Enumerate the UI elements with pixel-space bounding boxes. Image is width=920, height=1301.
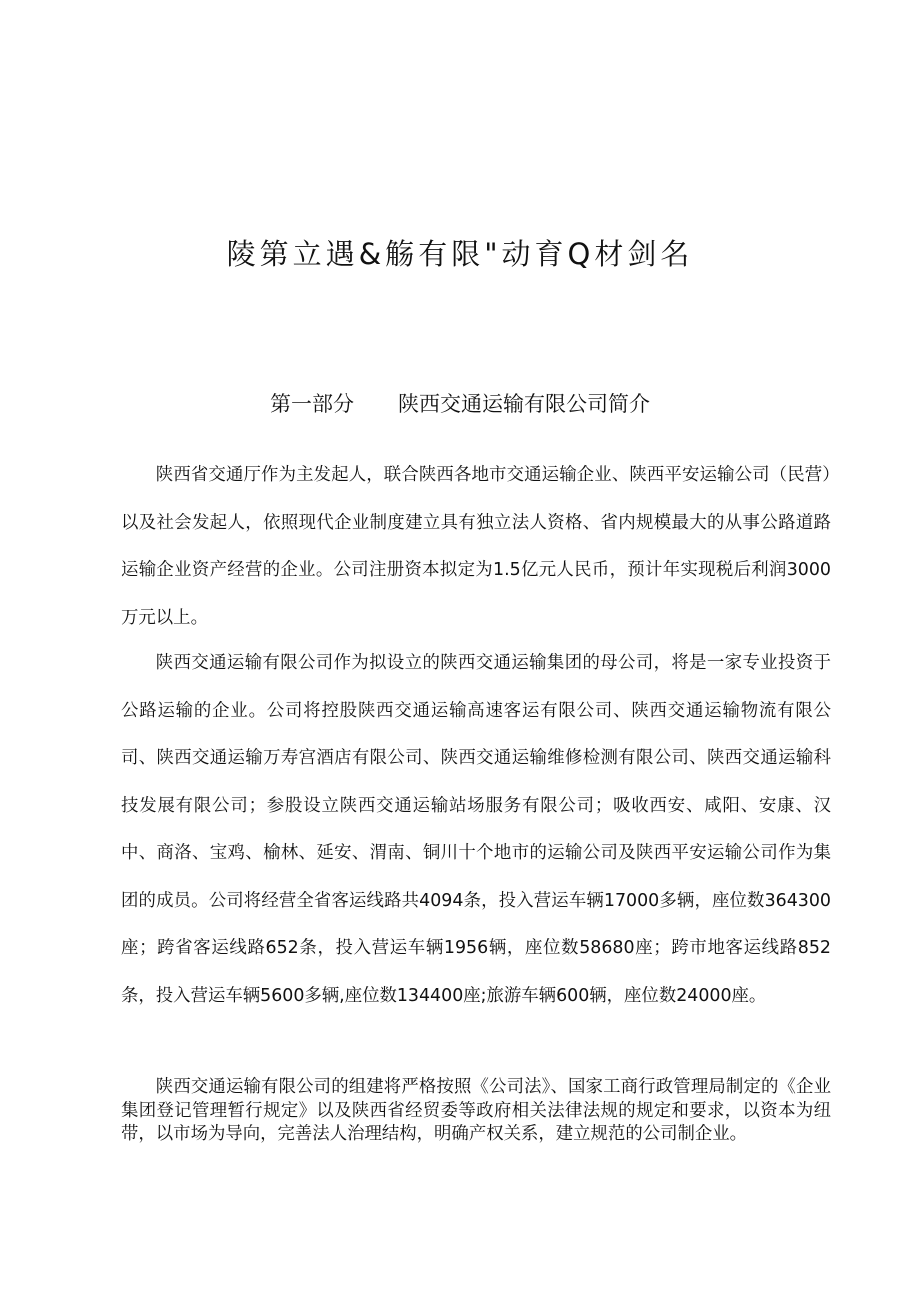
paragraph-group-structure: 陕西交通运输有限公司作为拟设立的陕西交通运输集团的母公司，将是一家专业投资于公路运输的企业。公司将控股陕西交通运输高速客运有限公司、陕西交通运输物流有限公司、陕西交通运输万寿宫酒店有限公司、陕西交通运输维修检测有限公司、陕西交通运输科技发展有限公司；参股设立陕西交通运输站场服务有限公司；吸收西安、咸阳、安康、汉中、商洛、宝鸡、榆林、延安、渭南、铜川十个地市的运输公司及陕西平安运输公司作为集团的成员。公司将经营全省客运线路共4094条，投入营运车辆17000多辆，座位数364300座；跨省客运线路652条，投入营运车辆1956辆，座位数58680座；跨市地客运线路852条，投入营运车辆5600多辆,座位数134400座;旅游车辆600辆，座位数24000座。: [121, 653, 831, 1006]
document-title: 陵第立遇&觞有限"动育Q材剑名: [226, 237, 694, 271]
paragraph-legal-basis: 陕西交通运输有限公司的组建将严格按照《公司法》、国家工商行政管理局制定的《企业集团登记管理暂行规定》以及陕西省经贸委等政府相关法律法规的规定和要求，以资本为纽带，以市场为导向，完善法人治理结构，明确产权关系，建立规范的公司制企业。: [121, 1077, 831, 1144]
section-heading: [0, 388, 920, 420]
section-part-label: 第一部分: [270, 392, 354, 416]
section-title: 陕西交通运输有限公司简介: [398, 392, 650, 416]
paragraph-company-founding: 陕西省交通厅作为主发起人，联合陕西各地市交通运输企业、陕西平安运输公司（民营）以及社会发起人，依照现代企业制度建立具有独立法人资格、省内规模最大的从事公路道路运输企业资产经营的企业。公司注册资本拟定为1.5亿元人民币，预计年实现税后利润3000万元以上。: [121, 465, 831, 628]
